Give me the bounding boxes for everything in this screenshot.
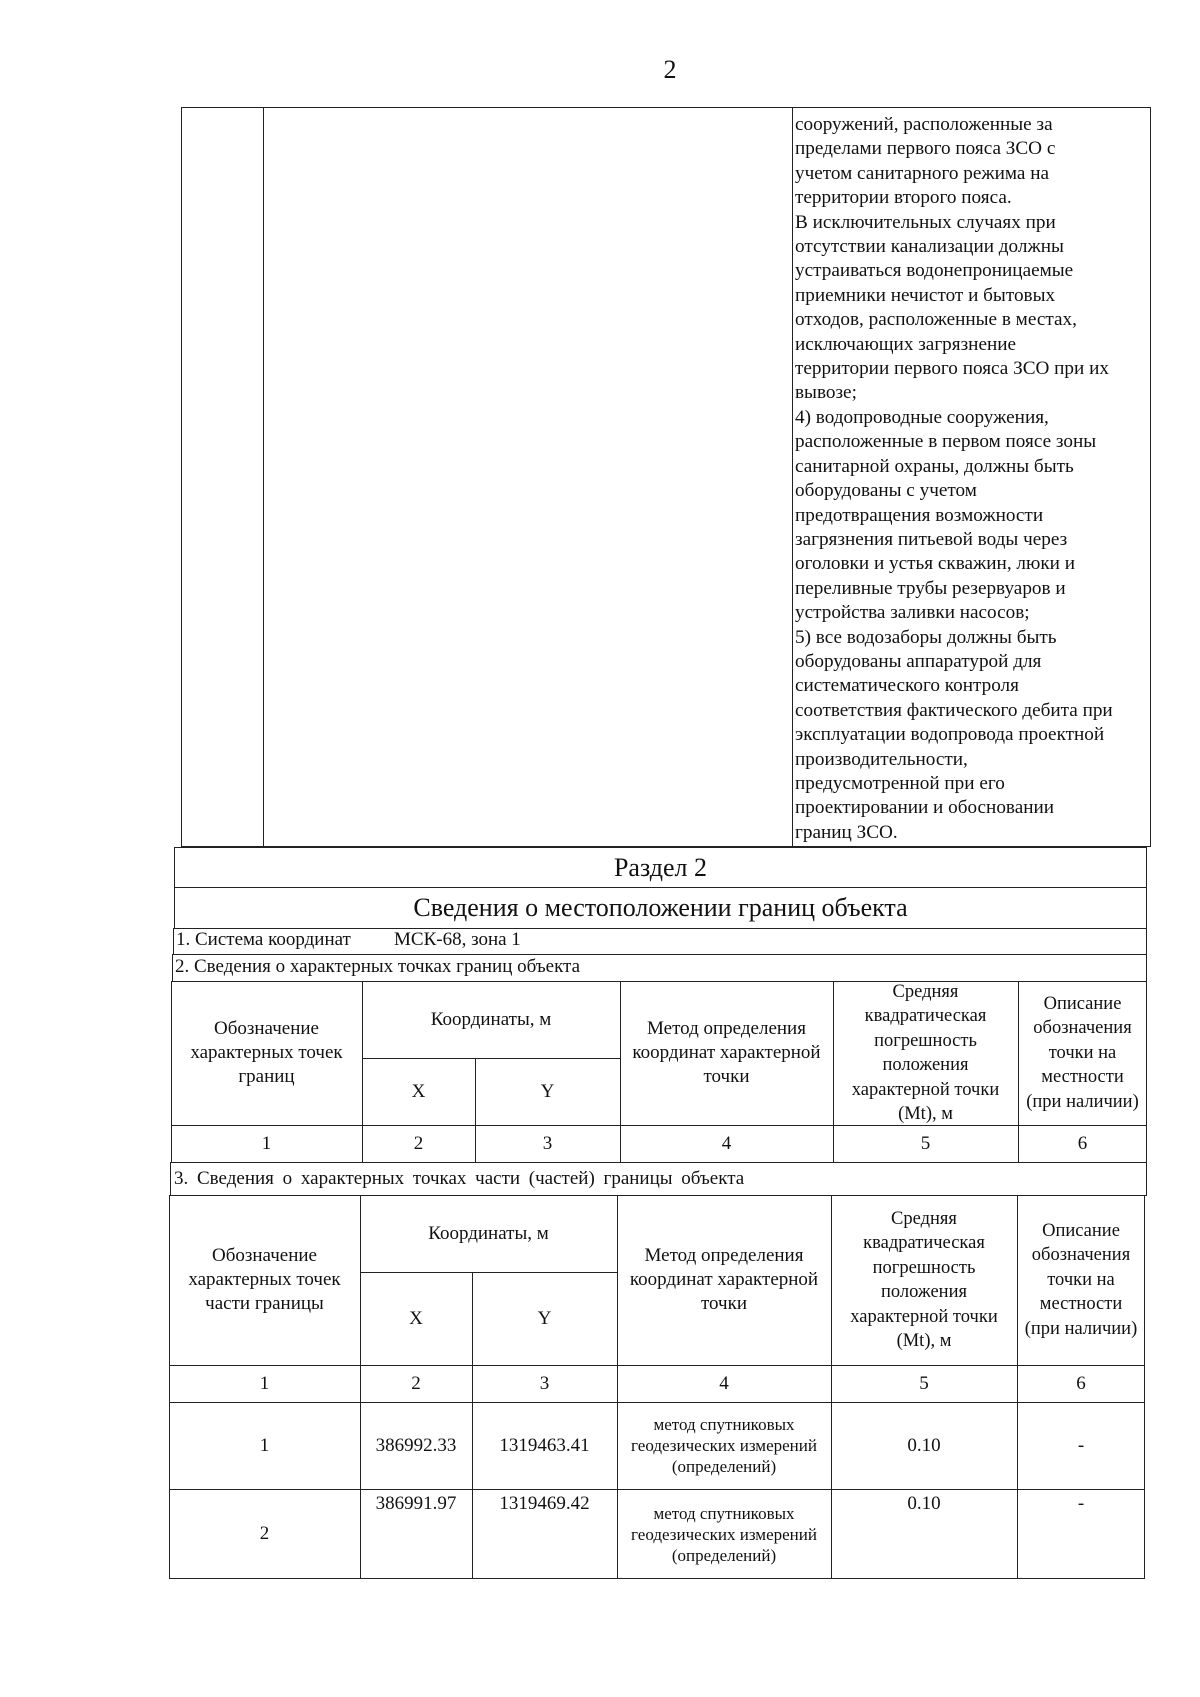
description: - (1077, 1434, 1085, 1456)
coord-y: 1319463.41 (499, 1434, 590, 1456)
coord-x: 386992.33 (375, 1434, 457, 1456)
continuation-line: исключающих загрязнение (795, 333, 1017, 355)
table1-header-x: X (411, 1080, 426, 1102)
continuation-line: отходов, расположенные в местах, (795, 309, 1077, 331)
continuation-line: производительности, (795, 748, 968, 770)
table2-header-method: Метод определения координат характерной точки (629, 1245, 819, 1314)
continuation-line: вывозе; (795, 382, 857, 404)
point-id: 1 (259, 1434, 270, 1456)
page-number: 2 (663, 55, 677, 84)
continuation-line: 5) все водозаборы должны быть (795, 626, 1057, 648)
table1-colnum: 6 (1077, 1133, 1088, 1154)
table1-header-designation: Обозначение характерных точек границ (190, 1018, 343, 1087)
table2-colnum: 1 (259, 1372, 270, 1394)
error-value: 0.10 (907, 1493, 941, 1514)
table2-colnum: 6 (1076, 1372, 1086, 1394)
continuation-line: предусмотренной при его (795, 772, 1005, 794)
table1-colnum: 3 (542, 1133, 553, 1154)
continuation-line: территории второго пояса. (795, 187, 1012, 209)
table1-header-error: Средняя квадратическая погрешность положения характерной точки (Mt), м (851, 981, 1000, 1124)
table2-header-description: Описание обозначения точки на местности (при наличии) (1024, 1220, 1138, 1339)
table2-title: 3. Сведения о характерных точках части (частей) границы объекта (174, 1168, 745, 1189)
continuation-line: санитарной охраны, должны быть (795, 455, 1074, 477)
description: - (1077, 1493, 1085, 1514)
table1-colnum: 2 (413, 1133, 424, 1154)
continuation-line: проектировании и обосновании (795, 797, 1055, 819)
continuation-line: учетом санитарного режима на (795, 162, 1049, 184)
table1-colnum: 4 (721, 1133, 732, 1154)
continuation-text (795, 113, 1151, 845)
table2-colnum: 4 (719, 1372, 729, 1394)
section-subtitle: Сведения о местоположении границ объекта (413, 893, 908, 922)
table2-header-y: Y (537, 1307, 552, 1329)
continuation-line: устройства заливки насосов; (795, 602, 1030, 624)
continuation-line: оборудованы аппаратурой для (795, 650, 1042, 672)
continuation-line: территории первого пояса ЗСО при их (795, 358, 1109, 380)
method: метод спутниковых геодезических измерений (определений) (631, 1415, 817, 1476)
continuation-line: 4) водопроводные сооружения, (795, 406, 1049, 428)
table2-colnum: 2 (411, 1372, 421, 1394)
table2-header-x: X (409, 1307, 423, 1329)
coord-system-label: 1. Система координат (176, 929, 351, 950)
section-title: Раздел 2 (613, 852, 708, 882)
continuation-line: предотвращения возможности (795, 504, 1044, 526)
column-divider-2 (792, 107, 793, 847)
table1-header-method: Метод определения координат характерной точки (632, 1018, 821, 1087)
table2-colnum: 5 (919, 1372, 929, 1394)
error-value: 0.10 (907, 1434, 941, 1456)
coord-system-value: МСК-68, зона 1 (394, 929, 521, 950)
table1-colnum: 5 (920, 1133, 931, 1154)
continuation-line: загрязнения питьевой воды через (795, 528, 1068, 550)
continuation-line: В исключительных случаях при (795, 211, 1056, 233)
coord-y: 1319469.42 (499, 1493, 590, 1514)
table2-header-coords: Координаты, м (428, 1222, 549, 1244)
continuation-line: устраиваться водонепроницаемые (795, 260, 1074, 282)
method: метод спутниковых геодезических измерений (определений) (631, 1503, 817, 1565)
continuation-line: расположенные в первом поясе зоны (795, 431, 1097, 453)
continuation-line: сооружений, расположенные за (795, 114, 1053, 135)
column-divider-1 (263, 107, 264, 847)
continuation-line: систематического контроля (795, 675, 1019, 697)
table1-header-coords: Координаты, м (430, 1008, 552, 1030)
coord-x: 386991.97 (375, 1493, 457, 1514)
continuation-line: границ ЗСО. (795, 821, 898, 843)
continuation-line: оборудованы с учетом (795, 480, 977, 502)
point-id: 2 (259, 1523, 270, 1544)
continuation-line: соответствия фактического дебита при (795, 699, 1113, 721)
continuation-line: отсутствии канализации должны (795, 236, 1064, 258)
table2-header-designation: Обозначение характерных точек части границы (188, 1245, 341, 1314)
continuation-line: переливные трубы резервуаров и (795, 577, 1066, 599)
table1-colnum: 1 (261, 1133, 272, 1154)
continuation-line: приемники нечистот и бытовых (795, 284, 1056, 306)
continuation-line: оголовки и устья скважин, люки и (795, 553, 1075, 575)
continuation-line: пределами первого пояса ЗСО с (795, 138, 1056, 160)
table1-header-description: Описание обозначения точки на местности (при наличии) (1026, 993, 1139, 1112)
table1-header-y: Y (540, 1080, 555, 1102)
table2-colnum: 3 (539, 1372, 550, 1394)
table1-title: 2. Сведения о характерных точках границ объекта (175, 956, 581, 977)
continuation-line: эксплуатации водопровода проектной (795, 724, 1105, 746)
table2-header-error: Средняя квадратическая погрешность положения характерной точки (Mt), м (850, 1208, 998, 1351)
